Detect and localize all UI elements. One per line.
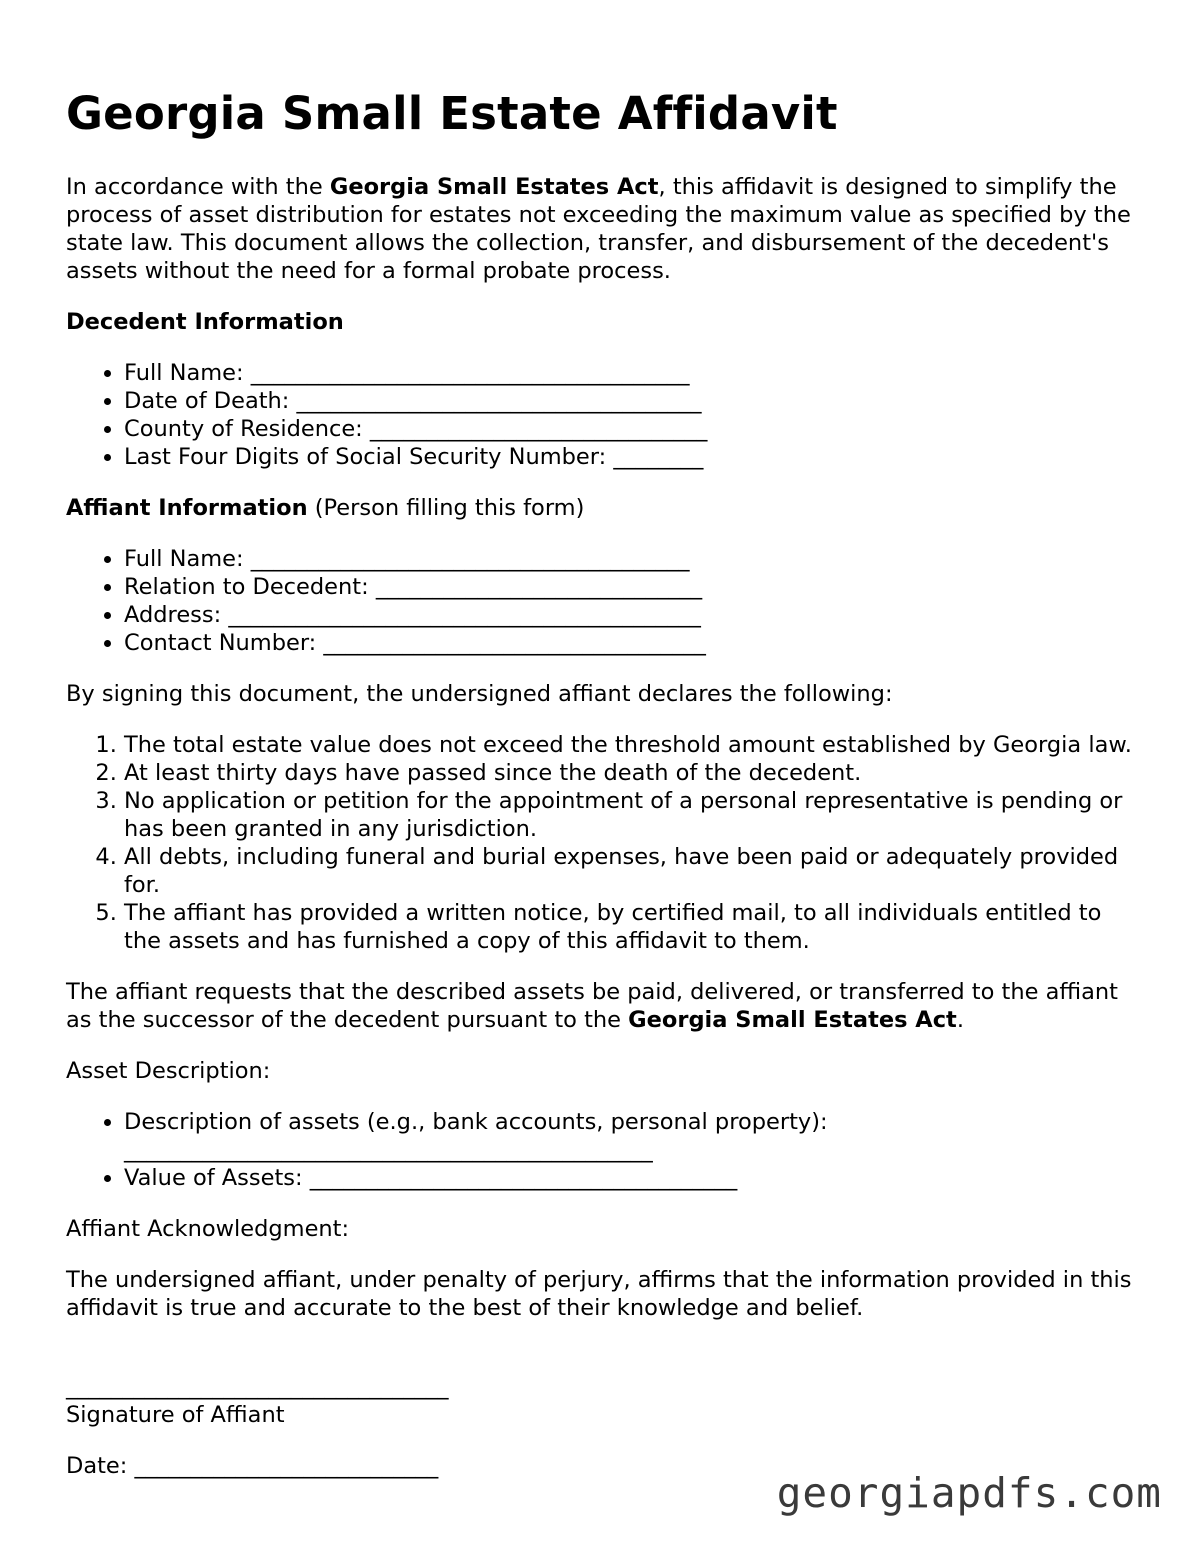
intro-act-name: Georgia Small Estates Act [329,174,659,200]
affiant-contact-number-field[interactable]: • Contact Number: __________________________________ [124,629,1141,657]
affiant-heading-note: (Person filling this form) [307,495,585,521]
intro-after: , this affidavit is designed to simplify the process of asset distribution for estates not exceeding the maximum value as specified by the state law. This document allows the collection, transfer, and disbursement of the decedent's assets without the need for a formal probate process. [66,174,1131,284]
signature-label: Signature of Affiant [66,1402,285,1428]
acknowledgment-heading: Affiant Acknowledgment: [66,1216,350,1242]
decedent-date-of-death-field[interactable]: • Date of Death: ____________________________________ [124,387,1141,415]
request-before: The affiant requests that the described assets be paid, delivered, or transferred to the affiant as the successor of the decedent pursuant to the [66,979,1118,1033]
declaration-item: 4. All debts, including funeral and burial expenses, have been paid or adequately provided for. [124,843,1141,899]
intro-before: In accordance with the [66,174,330,200]
affiant-heading-text: Affiant Information [66,495,308,521]
watermark: georgiapdfs.com [776,1469,1162,1517]
decedent-heading-text: Decedent Information [66,309,344,335]
page-title: Georgia Small Estate Affidavit [66,87,838,140]
signature-line[interactable]: __________________________________ [66,1374,449,1400]
declaration-list [66,731,1141,955]
declaration-item: 1. The total estate value does not exceed the threshold amount established by Georgia law. [124,731,1141,759]
decedent-heading [66,308,1141,336]
asset-value-field[interactable]: • Value of Assets: ______________________________________ [124,1164,1141,1192]
decedent-full-name-field[interactable]: • Full Name: _______________________________________ [124,359,1141,387]
asset-description-field[interactable]: • Description of assets (e.g., bank accounts, personal property): _______________________________________________ [124,1108,1141,1164]
acknowledgment-text: The undersigned affiant, under penalty of perjury, affirms that the information provided in this affidavit is true and accurate to the best of their knowledge and belief. [66,1267,1132,1321]
document-page [66,84,1141,1480]
decedent-fields [66,359,1141,471]
signature-block [66,1373,1141,1480]
declaration-item: 2. At least thirty days have passed since the death of the decedent. [124,759,1141,787]
decedent-county-field[interactable]: • County of Residence: ______________________________ [124,415,1141,443]
date-field[interactable]: Date: ___________________________ [66,1453,439,1479]
declaration-lead: By signing this document, the undersigned affiant declares the following: [66,681,893,707]
affiant-fields [66,545,1141,657]
asset-description-heading: Asset Description: [66,1058,271,1084]
declaration-item: 5. The affiant has provided a written notice, by certified mail, to all individuals entitled to the assets and has furnished a copy of this affidavit to them. [124,899,1141,955]
request-paragraph [66,978,1141,1034]
affiant-address-field[interactable]: • Address: __________________________________________ [124,601,1141,629]
affiant-full-name-field[interactable]: • Full Name: _______________________________________ [124,545,1141,573]
decedent-ssn-last-four-field[interactable]: • Last Four Digits of Social Security Number: ________ [124,443,1141,471]
affiant-relation-field[interactable]: • Relation to Decedent: _____________________________ [124,573,1141,601]
declaration-item: 3. No application or petition for the appointment of a personal representative is pending or has been granted in any jurisdiction. [124,787,1141,843]
intro-paragraph [66,173,1141,285]
request-after: . [956,1007,964,1033]
request-act-name: Georgia Small Estates Act [628,1007,957,1033]
asset-fields [66,1108,1141,1192]
affiant-heading [66,494,1141,522]
